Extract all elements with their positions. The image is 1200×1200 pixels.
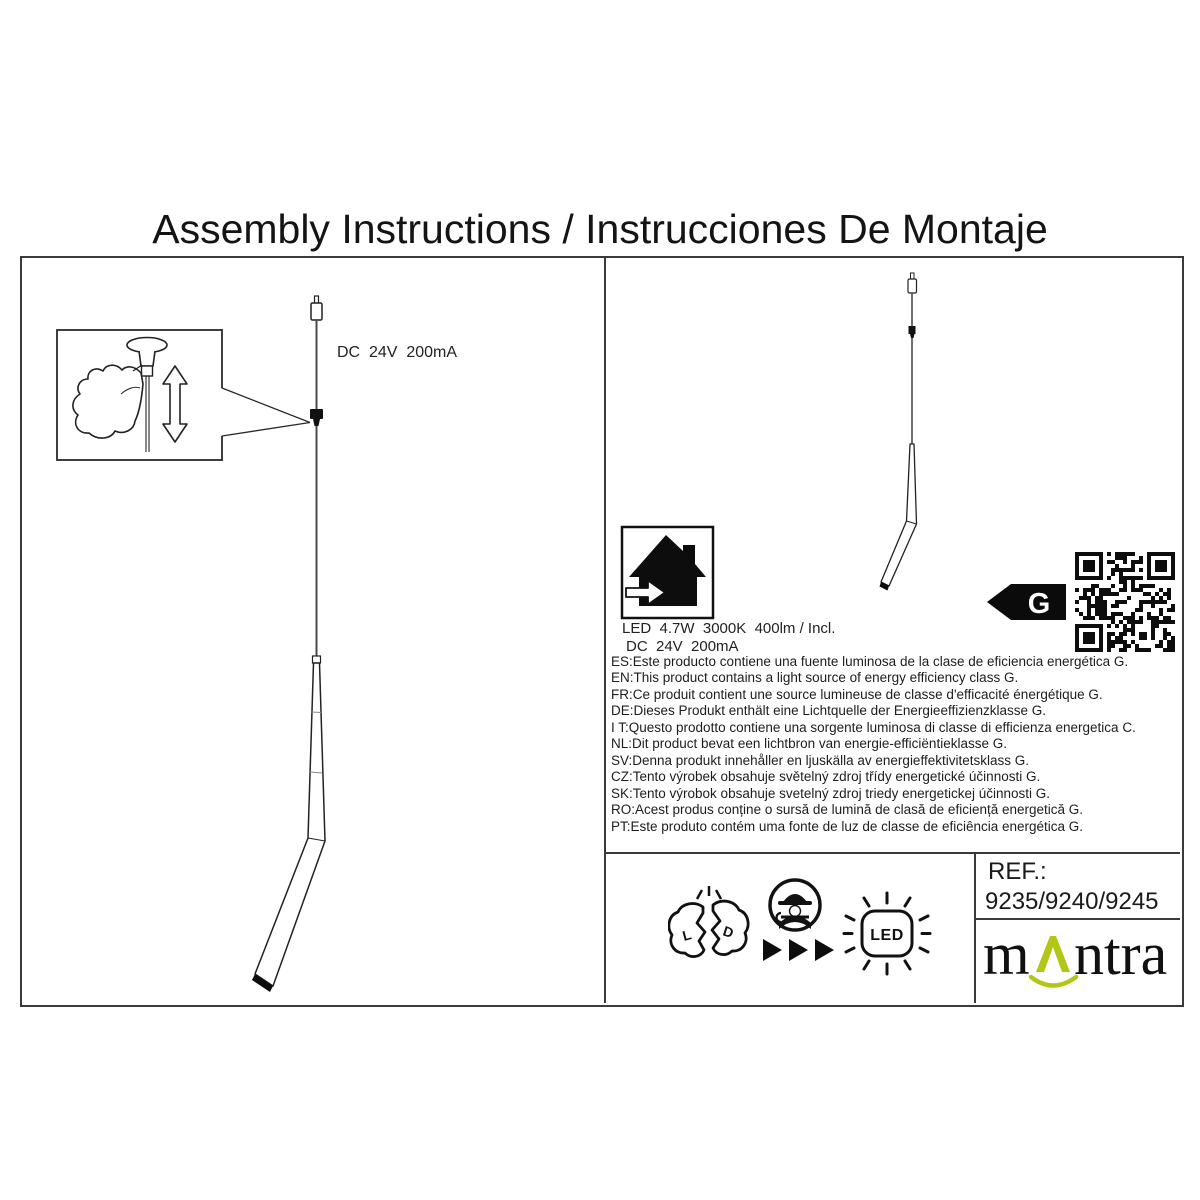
language-line: ES:Este producto contiene una fuente luminosa de la clase de eficiencia energética G. (611, 654, 1129, 669)
logo-arc (1031, 977, 1076, 986)
mantra-logo (975, 925, 1175, 1000)
broken-led-lamp-icon (668, 880, 753, 975)
language-line: EN:This product contains a light source of energy efficiency class G. (611, 670, 1019, 686)
break-spark-line (697, 890, 702, 899)
cable-grip-fitting (142, 366, 153, 376)
language-line: PT:Este produto contém uma fonte de luz de classe de eficiência energética G. (611, 818, 1084, 834)
ref-numbers: 9235/9240/9245 (985, 888, 1159, 915)
horizontal-divider-ref (974, 918, 1180, 920)
tube-cap (313, 656, 321, 663)
page-title: Assembly Instructions / Instrucciones De Montaje (152, 206, 1048, 252)
energy-class-arrow-icon (984, 580, 1070, 624)
logo-caret-a (1036, 936, 1070, 972)
ceiling-canopy (127, 338, 167, 353)
language-line: RO:Acest produs conține o sursă de lumină de clasă de eficiență energetică G. (611, 802, 1084, 818)
energy-language-list (611, 654, 1177, 835)
face (790, 906, 801, 917)
led-badge-label: LED (870, 927, 904, 944)
language-line: SK:Tento výrobok obsahuje svetelný zdroj triedy energetickej účinnosti G. (611, 785, 1050, 801)
language-line: SV:Denna produkt innehåller en ljuskälla av energieffektivitetsklass G. (611, 752, 1029, 768)
step-arrow (815, 939, 834, 961)
broken-bulb-letter-l: L (680, 926, 694, 944)
qualified-person-replace-icon (758, 876, 842, 968)
canopy-stem (139, 351, 155, 366)
cable-gripper-tip (910, 334, 915, 338)
lamp-tube-body (255, 663, 325, 986)
pendant-lamp-drawing-right (860, 270, 970, 600)
house-with-arrow-icon (618, 523, 718, 623)
energy-arrow-shape (987, 584, 1066, 620)
step-arrow (763, 939, 782, 961)
energy-class-letter: G (1027, 588, 1051, 620)
step-arrow (789, 939, 808, 961)
led-spec-line: LED 4.7W 3000K 400lm / Incl. (622, 620, 836, 637)
broken-bulb-letter-d: D (721, 922, 736, 941)
vertical-divider-main (604, 256, 606, 1003)
language-line: FR:Ce produit contient une source lumineuse de classe d'efficacité énergétique G. (611, 686, 1103, 702)
language-line: I T:Questo prodotto contiene una sorgente luminosa di classe di efficienza energetica C. (611, 719, 1136, 735)
qr-code (1075, 552, 1175, 652)
logo-text-m: m (983, 925, 1030, 987)
tube-joint-line (312, 712, 322, 713)
hard-hat-brim (778, 901, 812, 905)
horizontal-divider-footer (604, 852, 1180, 854)
plug-connector (908, 279, 917, 293)
language-line: CZ:Tento výrobek obsahuje světelný zdroj třídy energetické účinnosti G. (611, 769, 1041, 785)
language-line: NL:Dit product bevat een lichtbron van energie-efficiëntieklasse G. (611, 736, 1007, 752)
lamp-tube-body (881, 444, 917, 586)
ref-label: REF.: (988, 858, 1047, 885)
power-spec-line: DC 24V 200mA (626, 638, 739, 655)
break-spark-line (716, 890, 721, 899)
cable-gripper (909, 326, 916, 334)
qr-modules (1075, 552, 1175, 652)
language-line: DE:Dieses Produkt enthält eine Lichtquelle der Energieeffizienzklasse G. (611, 703, 1046, 719)
plug-nub (911, 273, 915, 279)
led-light-source-icon (840, 882, 932, 977)
logo-text-ntra: ntra (1074, 925, 1168, 987)
power-spec-label-left: DC 24V 200mA (337, 344, 458, 361)
hand-height-adjustment-figure (50, 318, 320, 470)
